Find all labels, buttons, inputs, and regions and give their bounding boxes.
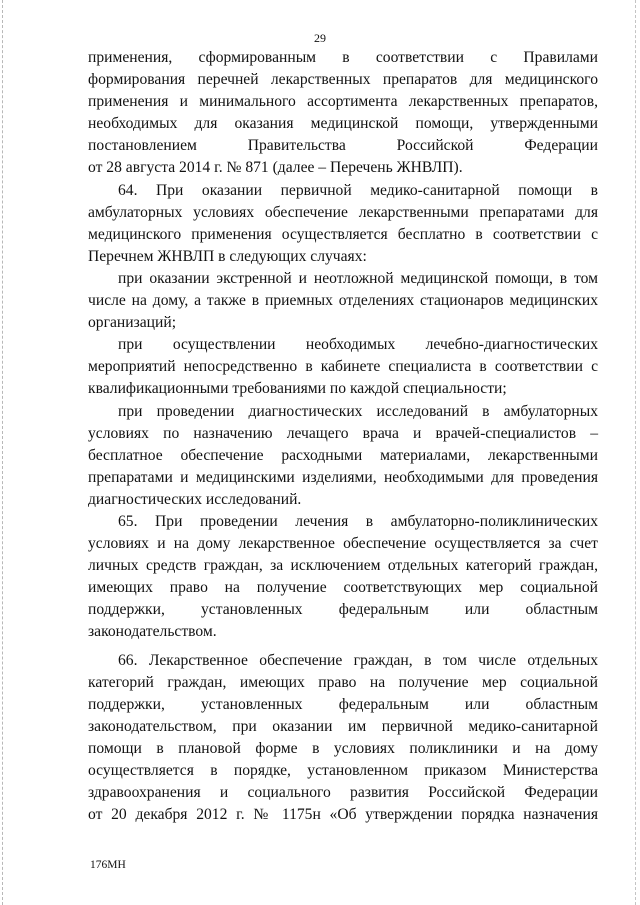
- text-line: при осуществлении необходимых лечебно-диагностических: [118, 336, 598, 354]
- text-line: мероприятий непосредственно в кабинете специалиста в соответствии с: [88, 358, 598, 376]
- text-line: 64. При оказании первичной медико-санитарной помощи в: [118, 181, 598, 199]
- text-line: законодательством.: [88, 623, 217, 641]
- text-line: применения, сформированным в соответствии с Правилами: [88, 49, 598, 66]
- text-line: здравоохранения и социального развития Российской Федерации: [88, 784, 598, 802]
- text-line: личных средств граждан, за исключением отдельных категорий граждан,: [88, 557, 598, 575]
- paragraph-64: [88, 180, 598, 268]
- paragraph-64-case-1: [88, 268, 598, 334]
- text-line: от 28 августа 2014 г. № 871 (далее – Перечень ЖНВЛП).: [88, 159, 463, 177]
- text-line: диагностических исследований.: [88, 490, 302, 508]
- text-line: при оказании экстренной и неотложной медицинской помощи, в том: [118, 269, 598, 287]
- paragraph-66: [88, 650, 598, 827]
- paragraph-64-case-3: [88, 401, 598, 511]
- text-line: применения и минимального ассортимента лекарственных препаратов,: [88, 93, 598, 111]
- document-code: 176МН: [90, 859, 126, 871]
- text-line: Перечнем ЖНВЛП в следующих случаях:: [88, 247, 367, 265]
- text-line: числе на дому, а также в приемных отделениях стационаров медицинских: [88, 292, 598, 310]
- text-line: помощи в плановой форме в условиях поликлиники и на дому: [88, 739, 598, 757]
- text-line: 65. При проведении лечения в амбулаторно-поликлинических: [118, 512, 598, 530]
- paragraph-64-case-2: [88, 334, 598, 400]
- text-line: постановлением Правительства Российской Федерации: [88, 137, 598, 155]
- text-line: от 20 декабря 2012 г. № 1175н «Об утверждении порядка назначения: [88, 806, 598, 824]
- text-line: бесплатное обеспечение расходными материалами, лекарственными: [88, 446, 598, 464]
- text-line: поддержки, установленных федеральным или областным: [88, 601, 598, 619]
- scan-edge-right: [635, 0, 637, 905]
- text-line: имеющих право на получение соответствующих мер социальной: [88, 579, 598, 597]
- scan-edge-left: [2, 0, 4, 905]
- text-line: осуществляется в порядке, установленном приказом Министерства: [88, 762, 598, 779]
- text-line: категорий граждан, имеющих право на получение мер социальной: [88, 673, 598, 691]
- text-line: медицинского применения осуществляется бесплатно в соответствии с: [88, 225, 598, 243]
- text-line: условиях и на дому лекарственное обеспечение осуществляется за счет: [88, 535, 598, 553]
- paragraph-continuation: [88, 47, 598, 180]
- text-line: организаций;: [88, 314, 177, 332]
- page-number: 29: [314, 31, 326, 45]
- document-body: [88, 47, 598, 826]
- text-line: 66. Лекарственное обеспечение граждан, в том числе отдельных: [118, 651, 598, 669]
- text-line: при проведении диагностических исследований в амбулаторных: [118, 402, 598, 420]
- text-line: квалификационными требованиями по каждой специальности;: [88, 380, 507, 398]
- text-line: поддержки, установленных федеральным или областным: [88, 695, 598, 713]
- paragraph-65: [88, 511, 598, 644]
- text-line: формирования перечней лекарственных препаратов для медицинского: [88, 71, 598, 89]
- text-line: законодательством, при оказании им первичной медико-санитарной: [88, 717, 598, 735]
- text-line: условиях по назначению лечащего врача и врачей-специалистов –: [88, 424, 598, 442]
- text-line: необходимых для оказания медицинской помощи, утвержденными: [88, 115, 598, 133]
- text-line: амбулаторных условиях обеспечение лекарственными препаратами для: [88, 203, 598, 221]
- text-line: препаратами и медицинскими изделиями, необходимыми для проведения: [88, 468, 598, 486]
